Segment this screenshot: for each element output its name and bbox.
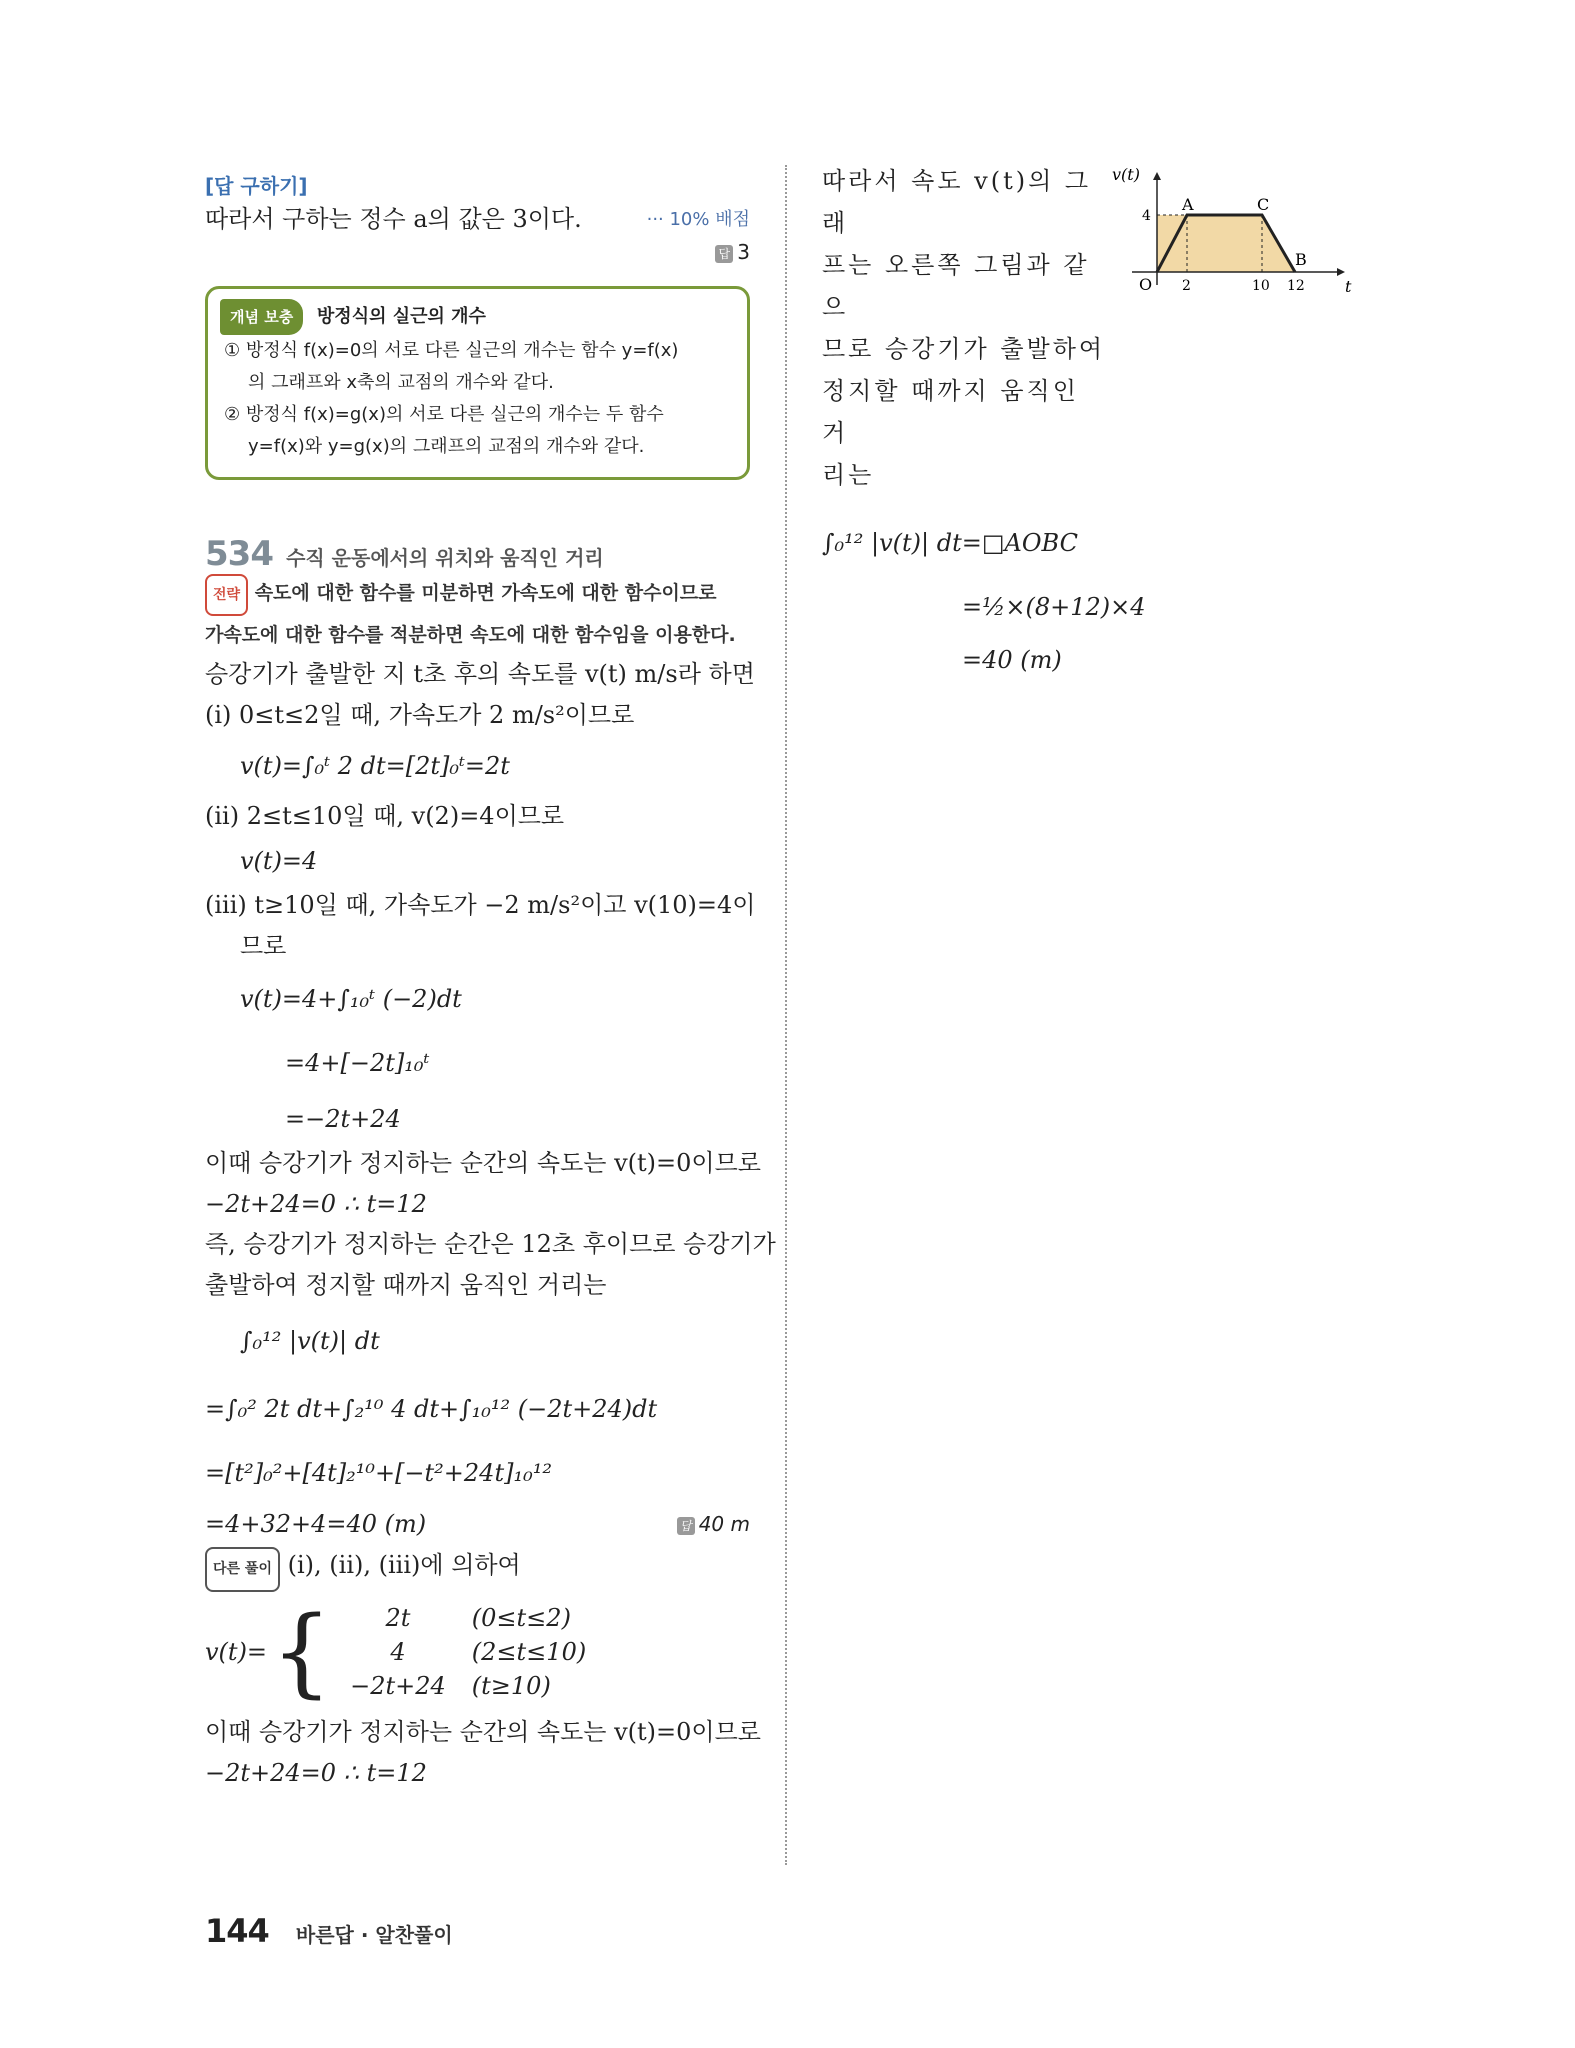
right-equation-2: =½×(8+12)×4 (962, 593, 1146, 621)
alt-solution-text: (i), (ii), (iii)에 의하여 (287, 1551, 521, 1579)
case-condition: (2≤t≤10) (471, 1638, 587, 1666)
right-explanation (822, 160, 1112, 496)
right-text-line-2: 프는 오른쪽 그림과 같으 (822, 251, 1090, 321)
piecewise-function (205, 1592, 750, 1712)
case-condition: (0≤t≤2) (471, 1604, 571, 1632)
concept-title: 방정식의 실근의 개수 (316, 306, 486, 327)
case-condition: (t≥10) (471, 1672, 551, 1700)
distance-line-2: 출발하여 정지할 때까지 움직인 거리는 (205, 1271, 607, 1299)
final-answer (677, 1504, 750, 1545)
piecewise-brace: { (271, 1596, 333, 1708)
right-text-line-3: 므로 승강기가 출발하여 (822, 335, 1106, 363)
right-equation-1: ∫₀¹² |v(t)| dt=□AOBC (822, 529, 1078, 557)
graph-y-tick-4: 4 (1142, 208, 1151, 224)
case-3-equation-1: v(t)=4+∫₁₀ᵗ (−2)dt (240, 985, 462, 1013)
right-text-line-1: 따라서 속도 v(t)의 그래 (822, 167, 1092, 237)
column-divider (785, 165, 787, 1865)
x-axis-arrow-icon (1337, 268, 1345, 276)
conclusion-text: 따라서 구하는 정수 a의 값은 3이다. (205, 205, 582, 233)
case-3-continued: 므로 (240, 932, 287, 960)
graph-point-c: C (1257, 195, 1270, 214)
graph-point-a: A (1182, 195, 1194, 214)
concept-box (205, 286, 750, 480)
previous-answer-value: 3 (737, 240, 750, 264)
conclusion-line (205, 199, 750, 240)
case-expression: 2t (385, 1604, 411, 1632)
graph-origin-label: O (1139, 275, 1153, 294)
strategy-block (205, 574, 750, 654)
piecewise-case-3 (338, 1670, 598, 1702)
piecewise-cases (336, 1600, 600, 1704)
case-2-equation: v(t)=4 (240, 847, 318, 875)
piecewise-case-1 (338, 1602, 598, 1634)
case-2: (ii) 2≤t≤10일 때, v(2)=4이므로 (205, 802, 565, 830)
integral-evaluation: =[t²]₀²+[4t]₂¹⁰+[−t²+24t]₁₀¹² (205, 1459, 552, 1487)
concept-item-2a: ② 방정식 f(x)=g(x)의 서로 다른 실근의 개수는 두 함수 (224, 404, 664, 425)
answer-icon: 답 (677, 1517, 695, 1535)
y-axis-arrow-icon (1153, 172, 1161, 180)
graph-point-b: B (1295, 250, 1307, 269)
graph-x-tick-10: 10 (1252, 278, 1270, 294)
graph-x-tick-12: 12 (1287, 278, 1305, 294)
piecewise-case-2 (338, 1636, 598, 1668)
case-1-equation: v(t)=∫₀ᵗ 2 dt=[2t]₀ᵗ=2t (240, 752, 510, 780)
strategy-line-1: 속도에 대한 함수를 미분하면 가속도에 대한 함수이므로 (254, 582, 717, 604)
graph-x-label: t (1345, 277, 1352, 296)
stop-condition: 이때 승강기가 정지하는 순간의 속도는 v(t)=0이므로 (205, 1149, 761, 1177)
graph-x-tick-2: 2 (1182, 278, 1191, 294)
right-text-line-5: 리는 (822, 461, 875, 489)
left-column (205, 170, 776, 1793)
strategy-tag: 전략 (205, 574, 248, 616)
answer-icon: 답 (715, 245, 733, 263)
problem-number: 534 (205, 534, 273, 574)
previous-answer (205, 240, 750, 264)
case-3-equation-2: =4+[−2t]₁₀ᵗ (285, 1049, 430, 1077)
problem-header (205, 534, 750, 574)
piecewise-lhs: v(t)= (205, 1638, 268, 1666)
case-3-equation-3: =−2t+24 (285, 1105, 401, 1133)
case-expression: 4 (390, 1638, 406, 1666)
integral-result-line (205, 1504, 750, 1545)
final-answer-value: 40 m (698, 1512, 750, 1536)
intro-line: 승강기가 출발한 지 t초 후의 속도를 v(t) m/s라 하면 (205, 660, 755, 688)
right-equation-3: =40 (m) (962, 646, 1062, 674)
alt-stop-equation: −2t+24=0 ∴ t=12 (205, 1759, 427, 1787)
alt-solution-intro (205, 1545, 750, 1592)
page-footer (205, 1912, 453, 1950)
score-label: ··· 10% 배점 (646, 209, 750, 230)
concept-item-1b: 의 그래프와 x축의 교점의 개수와 같다. (248, 372, 554, 393)
alt-stop-condition: 이때 승강기가 정지하는 순간의 속도는 v(t)=0이므로 (205, 1718, 761, 1746)
integral-result: =4+32+4=40 (m) (205, 1510, 427, 1538)
integral-split: =∫₀² 2t dt+∫₂¹⁰ 4 dt+∫₁₀¹² (−2t+24)dt (205, 1395, 658, 1423)
answer-section-tag: [답 구하기] (205, 174, 308, 198)
case-1: (i) 0≤t≤2일 때, 가속도가 2 m/s²이므로 (205, 701, 635, 729)
case-3: (iii) t≥10일 때, 가속도가 −2 m/s²이고 v(10)=4이 (205, 891, 756, 919)
problem-title: 수직 운동에서의 위치와 움직인 거리 (286, 546, 604, 570)
concept-tag: 개념 보충 (220, 299, 303, 335)
strategy-line-2: 가속도에 대한 함수를 적분하면 속도에 대한 함수임을 이용한다. (205, 624, 736, 646)
book-title: 바른답 · 알찬풀이 (295, 1923, 453, 1947)
stop-equation: −2t+24=0 ∴ t=12 (205, 1190, 427, 1218)
page-number: 144 (205, 1912, 269, 1950)
alt-solution-tag: 다른 풀이 (205, 1547, 280, 1592)
right-text-line-4: 정지할 때까지 움직인 거 (822, 377, 1079, 447)
case-expression: −2t+24 (350, 1672, 446, 1700)
concept-item-1a: ① 방정식 f(x)=0의 서로 다른 실근의 개수는 함수 y=f(x) (224, 340, 679, 361)
distance-line-1: 즉, 승강기가 정지하는 순간은 12초 후이므로 승강기가 (205, 1230, 776, 1258)
graph-y-label: v(t) (1112, 165, 1140, 184)
right-column (822, 160, 1382, 684)
concept-item-2b: y=f(x)와 y=g(x)의 그래프의 교점의 개수와 같다. (248, 436, 645, 457)
integral-total: ∫₀¹² |v(t)| dt (240, 1327, 380, 1355)
velocity-graph (1112, 160, 1372, 310)
